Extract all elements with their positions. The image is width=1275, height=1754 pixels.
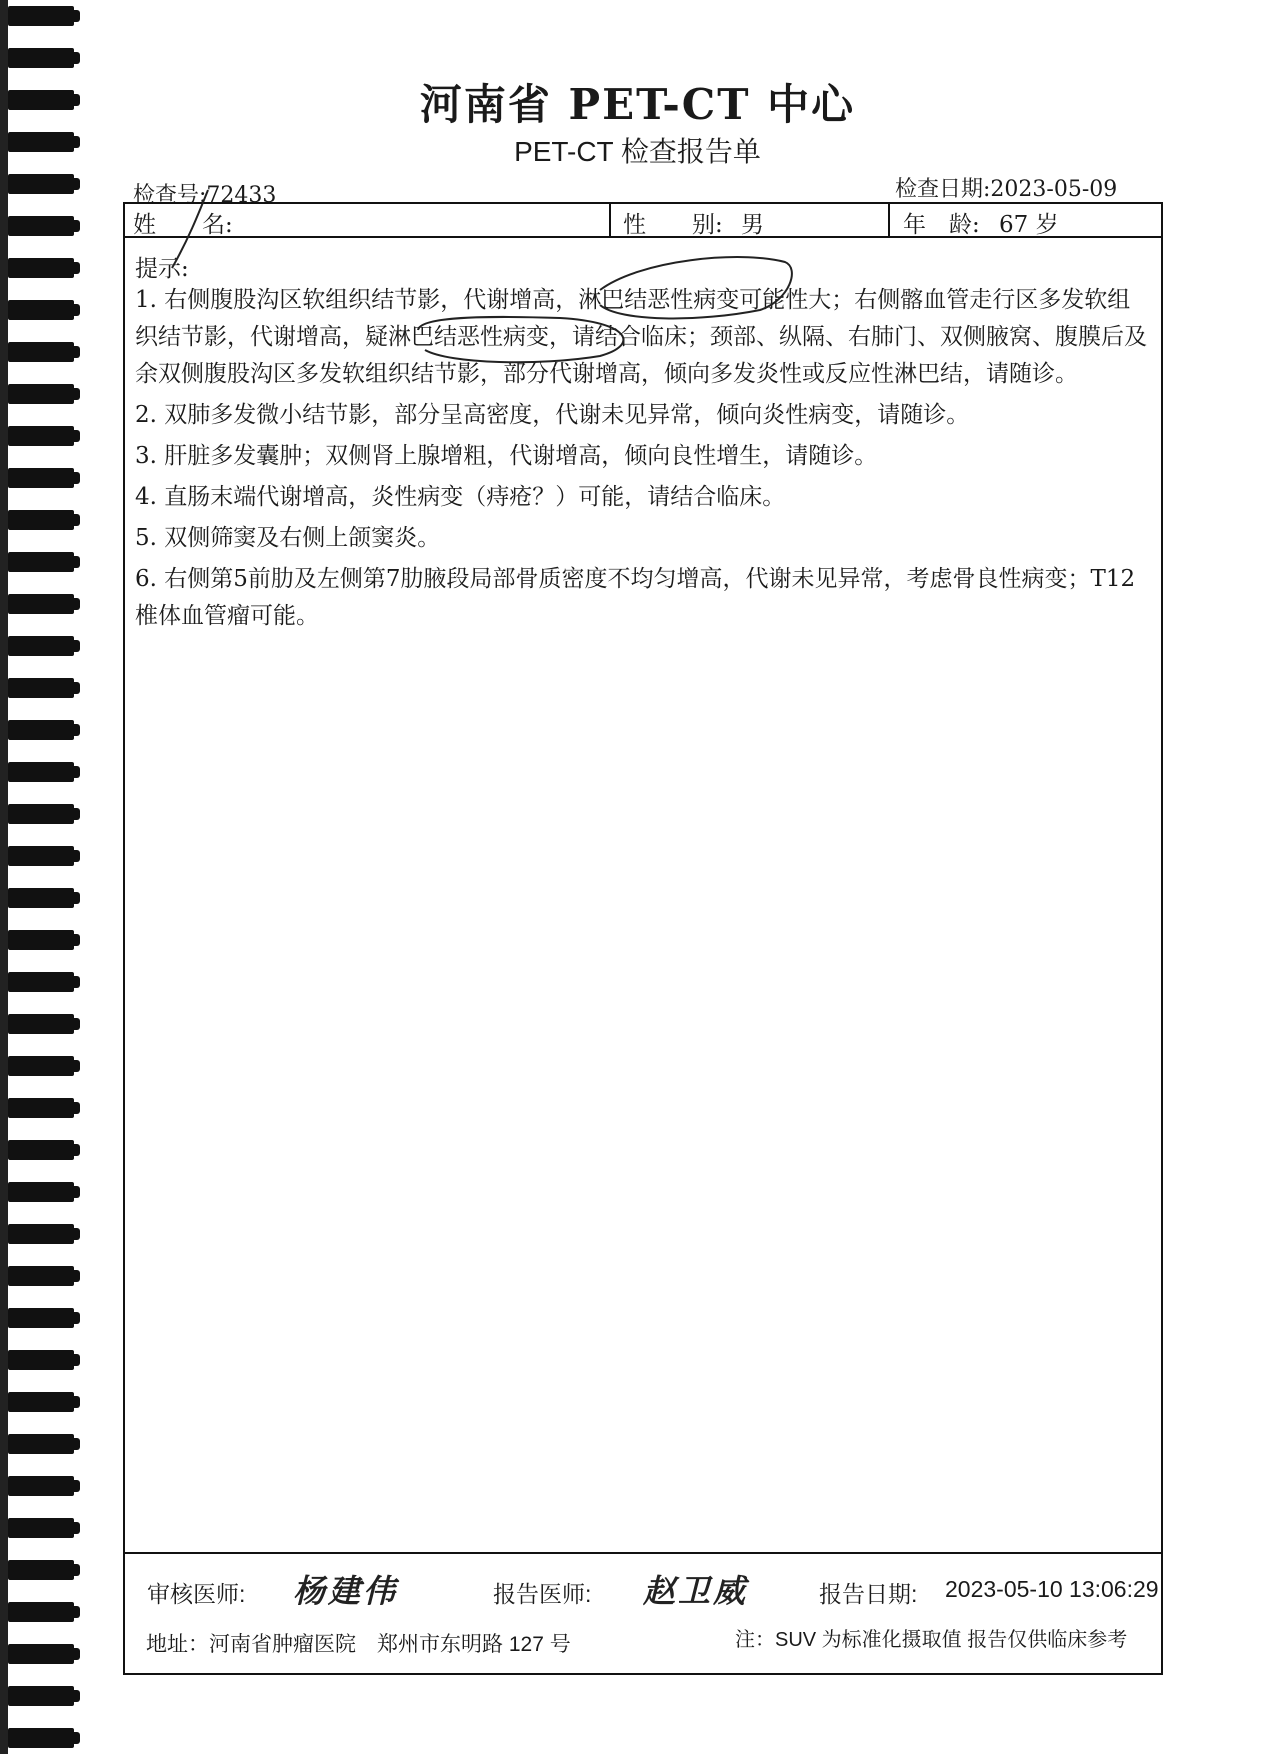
binding-hole <box>8 342 74 362</box>
finding-item: 5. 双侧筛窦及右侧上颌窦炎。 <box>135 525 441 551</box>
binding-hole <box>8 1056 74 1076</box>
binding-hole <box>8 48 74 68</box>
reporter-signature: 赵卫威 <box>643 1572 749 1610</box>
binding-hole <box>8 468 74 488</box>
binding-hole <box>8 1308 74 1328</box>
finding-item: 1. 右侧腹股沟区软组织结节影，代谢增高，淋巴结恶性病变可能性大；右侧髂血管走行区多发软组织结节影，代谢增高，疑淋巴结恶性病变，请结合临床；颈部、纵隔、右肺门、双侧腋窝、腹膜后及余双侧腹股沟区多发软组织结节影，部分代谢增高，倾向多发炎性或反应性淋巴结，请随诊。 <box>135 287 1147 387</box>
binding-hole <box>8 1098 74 1118</box>
binding-hole <box>8 1434 74 1454</box>
binding-hole <box>8 594 74 614</box>
reporter-label: 报告医师: <box>493 1581 592 1607</box>
binding-hole <box>8 1518 74 1538</box>
binding-hole <box>8 216 74 236</box>
signature-row <box>123 1552 1163 1624</box>
exam-date-label: 检查日期: <box>895 177 991 202</box>
document-subtitle: PET-CT 检查报告单 <box>514 136 761 167</box>
age-label: 年 龄: <box>903 212 980 238</box>
sex-label: 性 别: <box>623 212 723 238</box>
binding-edge <box>0 0 8 1754</box>
name-label: 姓 名: <box>133 212 233 238</box>
finding-item: 4. 直肠末端代谢增高，炎性病变（痔疮？）可能，请结合临床。 <box>135 484 786 510</box>
binding-hole <box>8 888 74 908</box>
finding-item: 2. 双肺多发微小结节影，部分呈高密度，代谢未见异常，倾向炎性病变，请随诊。 <box>135 402 970 428</box>
binding-hole <box>8 174 74 194</box>
divider <box>888 202 890 236</box>
reviewer-label: 审核医师: <box>147 1581 246 1607</box>
binding-hole <box>8 1266 74 1286</box>
binding-hole <box>8 720 74 740</box>
binding-hole <box>8 1224 74 1244</box>
binding-hole <box>8 1350 74 1370</box>
binding-hole <box>8 636 74 656</box>
sex-value: 男 <box>741 212 764 238</box>
report-date-value: 2023-05-10 13:06:29 <box>945 1576 1159 1602</box>
binding-hole <box>8 300 74 320</box>
exam-date <box>895 172 1117 203</box>
binding-hole <box>8 762 74 782</box>
patient-info-row <box>123 202 1163 238</box>
binding-strip <box>0 0 90 1754</box>
exam-number-label: 检查号: <box>133 183 207 208</box>
binding-hole <box>8 552 74 572</box>
binding-hole <box>8 1560 74 1580</box>
binding-hole <box>8 1644 74 1664</box>
document-title: 河南省 PET-CT 中心 <box>419 80 856 129</box>
binding-hole <box>8 1476 74 1496</box>
binding-hole <box>8 258 74 278</box>
binding-hole <box>8 384 74 404</box>
footer-address: 地址：河南省肿瘤医院 郑州市东明路 127 号 <box>146 1633 571 1656</box>
binding-hole <box>8 6 74 26</box>
reviewer-signature: 杨建伟 <box>293 1572 399 1610</box>
footer-note: 注：SUV 为标准化摄取值 报告仅供临床参考 <box>735 1629 1128 1651</box>
binding-hole <box>8 1140 74 1160</box>
finding-item: 6. 右侧第5前肋及左侧第7肋腋段局部骨质密度不均匀增高，代谢未见异常，考虑骨良性病变；T12椎体血管瘤可能。 <box>135 566 1136 629</box>
binding-hole <box>8 1686 74 1706</box>
binding-hole <box>8 930 74 950</box>
age-value: 67 岁 <box>999 212 1059 238</box>
binding-hole <box>8 846 74 866</box>
exam-date-value: 2023-05-09 <box>990 177 1118 202</box>
hint-label: 提示: <box>135 256 189 282</box>
report-date-label: 报告日期: <box>819 1581 918 1607</box>
findings-list <box>135 282 1153 635</box>
exam-number-value: 72433 <box>206 183 277 208</box>
binding-hole <box>8 1182 74 1202</box>
binding-hole <box>8 804 74 824</box>
binding-hole <box>8 1602 74 1622</box>
binding-hole <box>8 510 74 530</box>
binding-hole <box>8 1014 74 1034</box>
finding-item: 3. 肝脏多发囊肿；双侧肾上腺增粗，代谢增高，倾向良性增生，请随诊。 <box>135 443 878 469</box>
binding-hole <box>8 1392 74 1412</box>
divider <box>609 202 611 236</box>
binding-hole <box>8 678 74 698</box>
binding-hole <box>8 426 74 446</box>
binding-hole <box>8 1728 74 1748</box>
binding-hole <box>8 972 74 992</box>
